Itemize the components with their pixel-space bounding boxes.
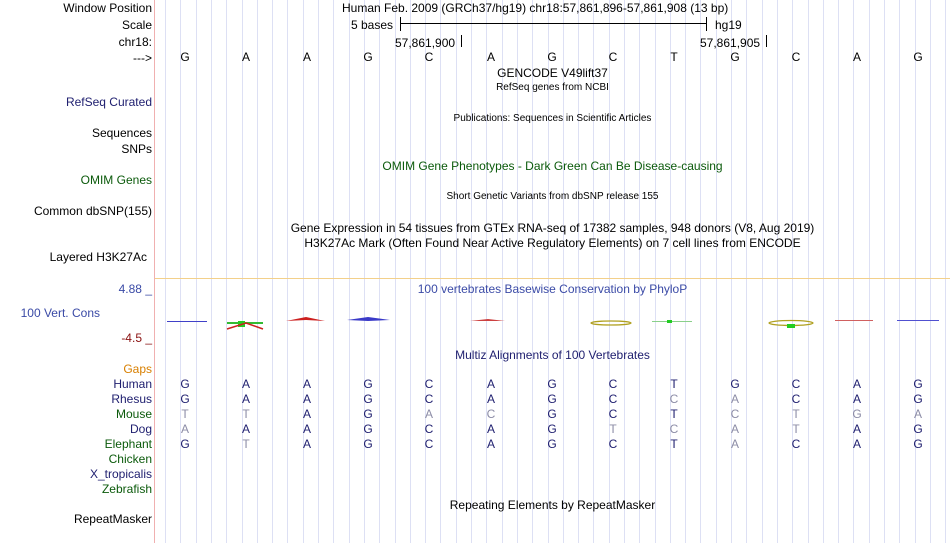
human-base: G [547, 377, 557, 391]
dog-base: C [669, 422, 679, 436]
reference-base: G [547, 50, 557, 64]
cons-mark [347, 317, 390, 321]
rhesus-base: C [608, 392, 618, 406]
human-base: C [791, 377, 801, 391]
omim-track-title: OMIM Gene Phenotypes - Dark Green Can Be Disease-causing [382, 159, 723, 173]
rhesus-base: C [424, 392, 434, 406]
dog-base: G [913, 422, 923, 436]
elephant-base: C [791, 437, 801, 451]
mouse-base: A [424, 407, 433, 421]
dog-base: A [302, 422, 311, 436]
label-cons-min: -4.5 _ [121, 331, 152, 345]
dog-base: A [730, 422, 739, 436]
rhesus-base: G [180, 392, 190, 406]
scale-bar-right-tick [706, 17, 707, 31]
dog-base: A [486, 422, 495, 436]
label-common-dbsnp[interactable]: Common dbSNP(155) [33, 204, 152, 218]
mouse-base: T [181, 407, 189, 421]
label-repeatmasker[interactable]: RepeatMasker [73, 512, 152, 526]
human-base: G [363, 377, 373, 391]
mouse-base: C [608, 407, 618, 421]
elephant-base: T [242, 437, 250, 451]
refseq-track-subtitle: RefSeq genes from NCBI [496, 82, 609, 93]
mouse-base: C [730, 407, 740, 421]
rhesus-base: C [791, 392, 801, 406]
human-base: G [913, 377, 923, 391]
mouse-base: G [852, 407, 862, 421]
reference-base: C [791, 50, 801, 64]
mouse-base: A [302, 407, 311, 421]
human-base: G [180, 377, 190, 391]
elephant-base: G [180, 437, 190, 451]
elephant-base: G [547, 437, 557, 451]
dog-base: T [792, 422, 800, 436]
elephant-base: A [302, 437, 311, 451]
dog-base: G [363, 422, 373, 436]
coordinate-1-tick [461, 35, 462, 47]
coordinate-2: 57,861,905 [700, 36, 761, 50]
mouse-base: G [363, 407, 373, 421]
elephant-base: G [913, 437, 923, 451]
cons-mark [897, 320, 939, 321]
dog-base: A [852, 422, 861, 436]
h3k27ac-track-title: H3K27Ac Mark (Often Found Near Active Regulatory Elements) on 7 cell lines from ENCODE [304, 236, 801, 250]
gencode-track-title: GENCODE V49lift37 [497, 66, 608, 80]
cons-mark [286, 317, 325, 321]
coordinate-1: 57,861,900 [395, 36, 456, 50]
dog-base: A [241, 422, 250, 436]
cons-mark [591, 321, 631, 325]
dog-base: G [547, 422, 557, 436]
cons-mark [835, 320, 873, 321]
reference-base: G [363, 50, 373, 64]
cons-mark [167, 321, 207, 322]
conservation-top-line [155, 278, 950, 279]
phylop-track-title: 100 vertebrates Basewise Conservation by PhyloP [417, 282, 688, 296]
cons-mark [667, 320, 672, 323]
label-elephant[interactable]: Elephant [104, 437, 152, 451]
rhesus-base: A [486, 392, 495, 406]
elephant-base: G [363, 437, 373, 451]
human-base: T [670, 377, 678, 391]
dog-base: A [180, 422, 189, 436]
reference-base: C [608, 50, 618, 64]
label-refseq-curated[interactable]: RefSeq Curated [65, 95, 152, 109]
elephant-base: T [670, 437, 678, 451]
scale-bar [400, 23, 706, 24]
label-window-position[interactable]: Window Position [63, 1, 152, 15]
dog-base: T [609, 422, 617, 436]
mouse-base: T [792, 407, 800, 421]
label-chicken[interactable]: Chicken [108, 452, 152, 466]
publications-track-title: Publications: Sequences in Scientific Articles [453, 113, 652, 124]
label-snps[interactable]: SNPs [121, 142, 152, 156]
reference-base: G [730, 50, 740, 64]
label-100-vert-cons[interactable]: 100 Vert. Cons [20, 306, 100, 320]
scale-bar-left-tick [400, 17, 401, 31]
label-sequences[interactable]: Sequences [91, 126, 152, 140]
human-base: C [608, 377, 618, 391]
label-dog[interactable]: Dog [129, 422, 152, 436]
human-base: G [730, 377, 740, 391]
conservation-track[interactable] [155, 308, 950, 334]
reference-base: C [424, 50, 434, 64]
rhesus-base: A [730, 392, 739, 406]
rhesus-base: A [852, 392, 861, 406]
rhesus-base: A [241, 392, 250, 406]
reference-base: A [241, 50, 250, 64]
window-position-text: Human Feb. 2009 (GRCh37/hg19) chr18:57,861,896-57,861,908 (13 bp) [342, 1, 729, 15]
assembly-label: hg19 [715, 18, 742, 32]
label-strand[interactable]: ---> [133, 51, 152, 65]
mouse-base: A [913, 407, 922, 421]
mouse-base: C [486, 407, 496, 421]
label-mouse[interactable]: Mouse [115, 407, 152, 421]
human-base: A [241, 377, 250, 391]
rhesus-base: G [363, 392, 373, 406]
human-base: A [852, 377, 861, 391]
elephant-base: A [486, 437, 495, 451]
rhesus-base: G [547, 392, 557, 406]
dbsnp-track-title: Short Genetic Variants from dbSNP release 155 [446, 191, 659, 202]
rhesus-base: C [669, 392, 679, 406]
reference-base: A [486, 50, 495, 64]
reference-base: A [302, 50, 311, 64]
elephant-base: C [424, 437, 434, 451]
gtex-track-title: Gene Expression in 54 tissues from GTEx RNA-seq of 17382 samples, 948 donors (V8, Aug 2019) [290, 221, 815, 235]
label-rhesus[interactable]: Rhesus [111, 392, 152, 406]
reference-base: G [913, 50, 923, 64]
reference-base: T [670, 50, 678, 64]
reference-base: A [852, 50, 861, 64]
multiz-track-title: Multiz Alignments of 100 Vertebrates [455, 348, 650, 362]
label-zebrafish[interactable]: Zebrafish [101, 482, 152, 496]
elephant-base: A [852, 437, 861, 451]
coordinate-2-tick [766, 35, 767, 47]
label-gaps[interactable]: Gaps [123, 362, 152, 376]
label-scale[interactable]: Scale [121, 18, 152, 32]
track-label-column [0, 0, 152, 543]
label-x-tropicalis[interactable]: X_tropicalis [89, 467, 152, 481]
rhesus-base: A [302, 392, 311, 406]
label-chr[interactable]: chr18: [118, 35, 152, 49]
mouse-base: T [670, 407, 678, 421]
cons-mark [470, 319, 505, 321]
elephant-base: C [608, 437, 618, 451]
elephant-base: A [730, 437, 739, 451]
mouse-base: T [242, 407, 250, 421]
dog-base: C [424, 422, 434, 436]
repeatmasker-track-title: Repeating Elements by RepeatMasker [449, 498, 656, 512]
mouse-base: G [547, 407, 557, 421]
label-layered-h3k27ac[interactable]: Layered H3K27Ac [49, 250, 147, 264]
label-omim-genes[interactable]: OMIM Genes [80, 173, 152, 187]
human-base: A [302, 377, 311, 391]
label-cons-max: 4.88 _ [118, 282, 152, 296]
cons-mark [787, 324, 795, 328]
reference-base: G [180, 50, 190, 64]
rhesus-base: G [913, 392, 923, 406]
human-base: A [486, 377, 495, 391]
human-base: C [424, 377, 434, 391]
scale-label: 5 bases [351, 18, 394, 32]
label-human[interactable]: Human [113, 377, 152, 391]
